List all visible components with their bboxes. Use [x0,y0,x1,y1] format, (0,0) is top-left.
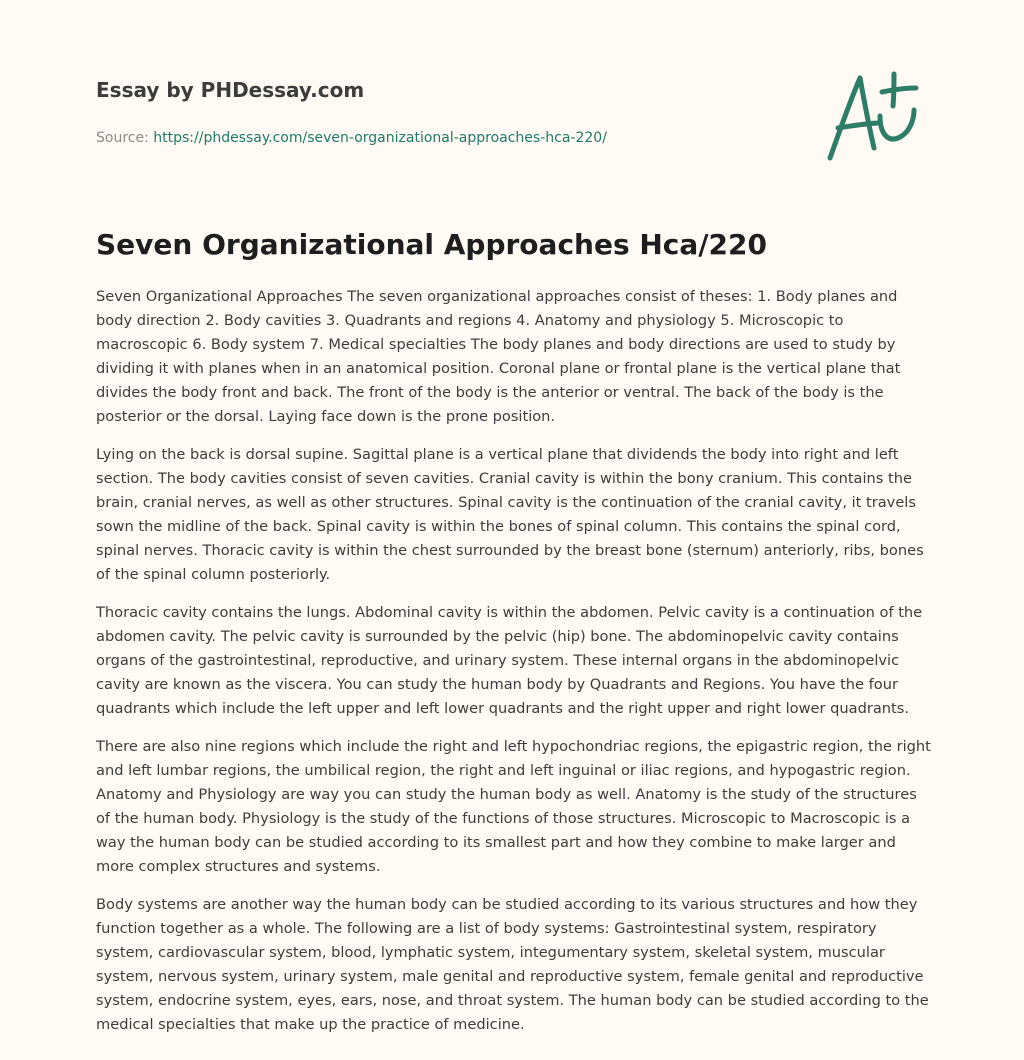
article-paragraph: Thoracic cavity contains the lungs. Abdominal cavity is within the abdomen. Pelvic cavity is a continuation of the abdomen cavity. The pelvic cavity is surrounded by the pelvic (hip) bone. The abdominopelvic cavity contains organs of the gastrointestinal, reproductive, and urinary system. These internal organs in the abdominopelvic cavity are known as the viscera. You can study the human body by Quadrants and Regions. You have the four quadrants which include the left upper and left lower quadrants and the right upper and right lower quadrants. [96,604,923,717]
article-paragraph: Body systems are another way the human body can be studied according to its various structures and how they function together as a whole. The following are a list of body systems: Gastrointestinal system, respiratory system, cardiovascular system, blood, lymphatic system, integumentary system, skeletal system, muscular system, nervous system, urinary system, male genital and reproductive system, female genital and reproductive system, endocrine system, eyes, ears, nose, and throat system. The human body can be studied according to the medical specialties that make up the practice of medicine. [96,896,929,1033]
article-title: Seven Organizational Approaches Hca/220 [96,228,767,261]
source-label: Source: [96,130,149,146]
article-paragraph: Lying on the back is dorsal supine. Sagittal plane is a vertical plane that dividends the body into right and left section. The body cavities consist of seven cavities. Cranial cavity is within the bony cranium. This contains the brain, cranial nerves, as well as other structures. Spinal cavity is the continuation of the cranial cavity, it travels sown the midline of the back. Spinal cavity is within the bones of spinal column. This contains the spinal cord, spinal nerves. Thoracic cavity is within the chest surrounded by the breast bone (sternum) anteriorly, ribs, bones of the spinal column posteriorly. [96,446,924,583]
source-link[interactable]: https://phdessay.com/seven-organizational-approaches-hca-220/ [153,130,607,146]
a-plus-logo [818,66,928,166]
article-paragraph: There are also nine regions which include the right and left hypochondriac regions, the epigastric region, the right and left lumbar regions, the umbilical region, the right and left inguinal or iliac regions, and hypogastric region. Anatomy and Physiology are way you can study the human body as well. Anatomy is the study of the structures of the human body. Physiology is the study of the functions of those structures. Microscopic to Macroscopic is a way the human body can be studied according to its smallest part and how they combine to make larger and more complex structures and systems. [96,738,931,875]
article-paragraph: Seven Organizational Approaches The seven organizational approaches consist of theses: 1. Body planes and body direction 2. Body cavities 3. Quadrants and regions 4. Anatomy and physiology 5. Microscopic to macroscopic 6. Body system 7. Medical specialties The body planes and body directions are used to study by dividing it with planes when in an anatomical position. Coronal plane or frontal plane is the vertical plane that divides the body front and back. The front of the body is the anterior or ventral. The back of the body is the posterior or the dorsal. Laying face down is the prone position. [96,288,901,425]
source-line [96,128,796,148]
a-plus-logo-icon [818,66,928,166]
site-title: Essay by PHDessay.com [96,78,365,102]
article-body [96,285,932,1051]
page-header [96,74,796,148]
